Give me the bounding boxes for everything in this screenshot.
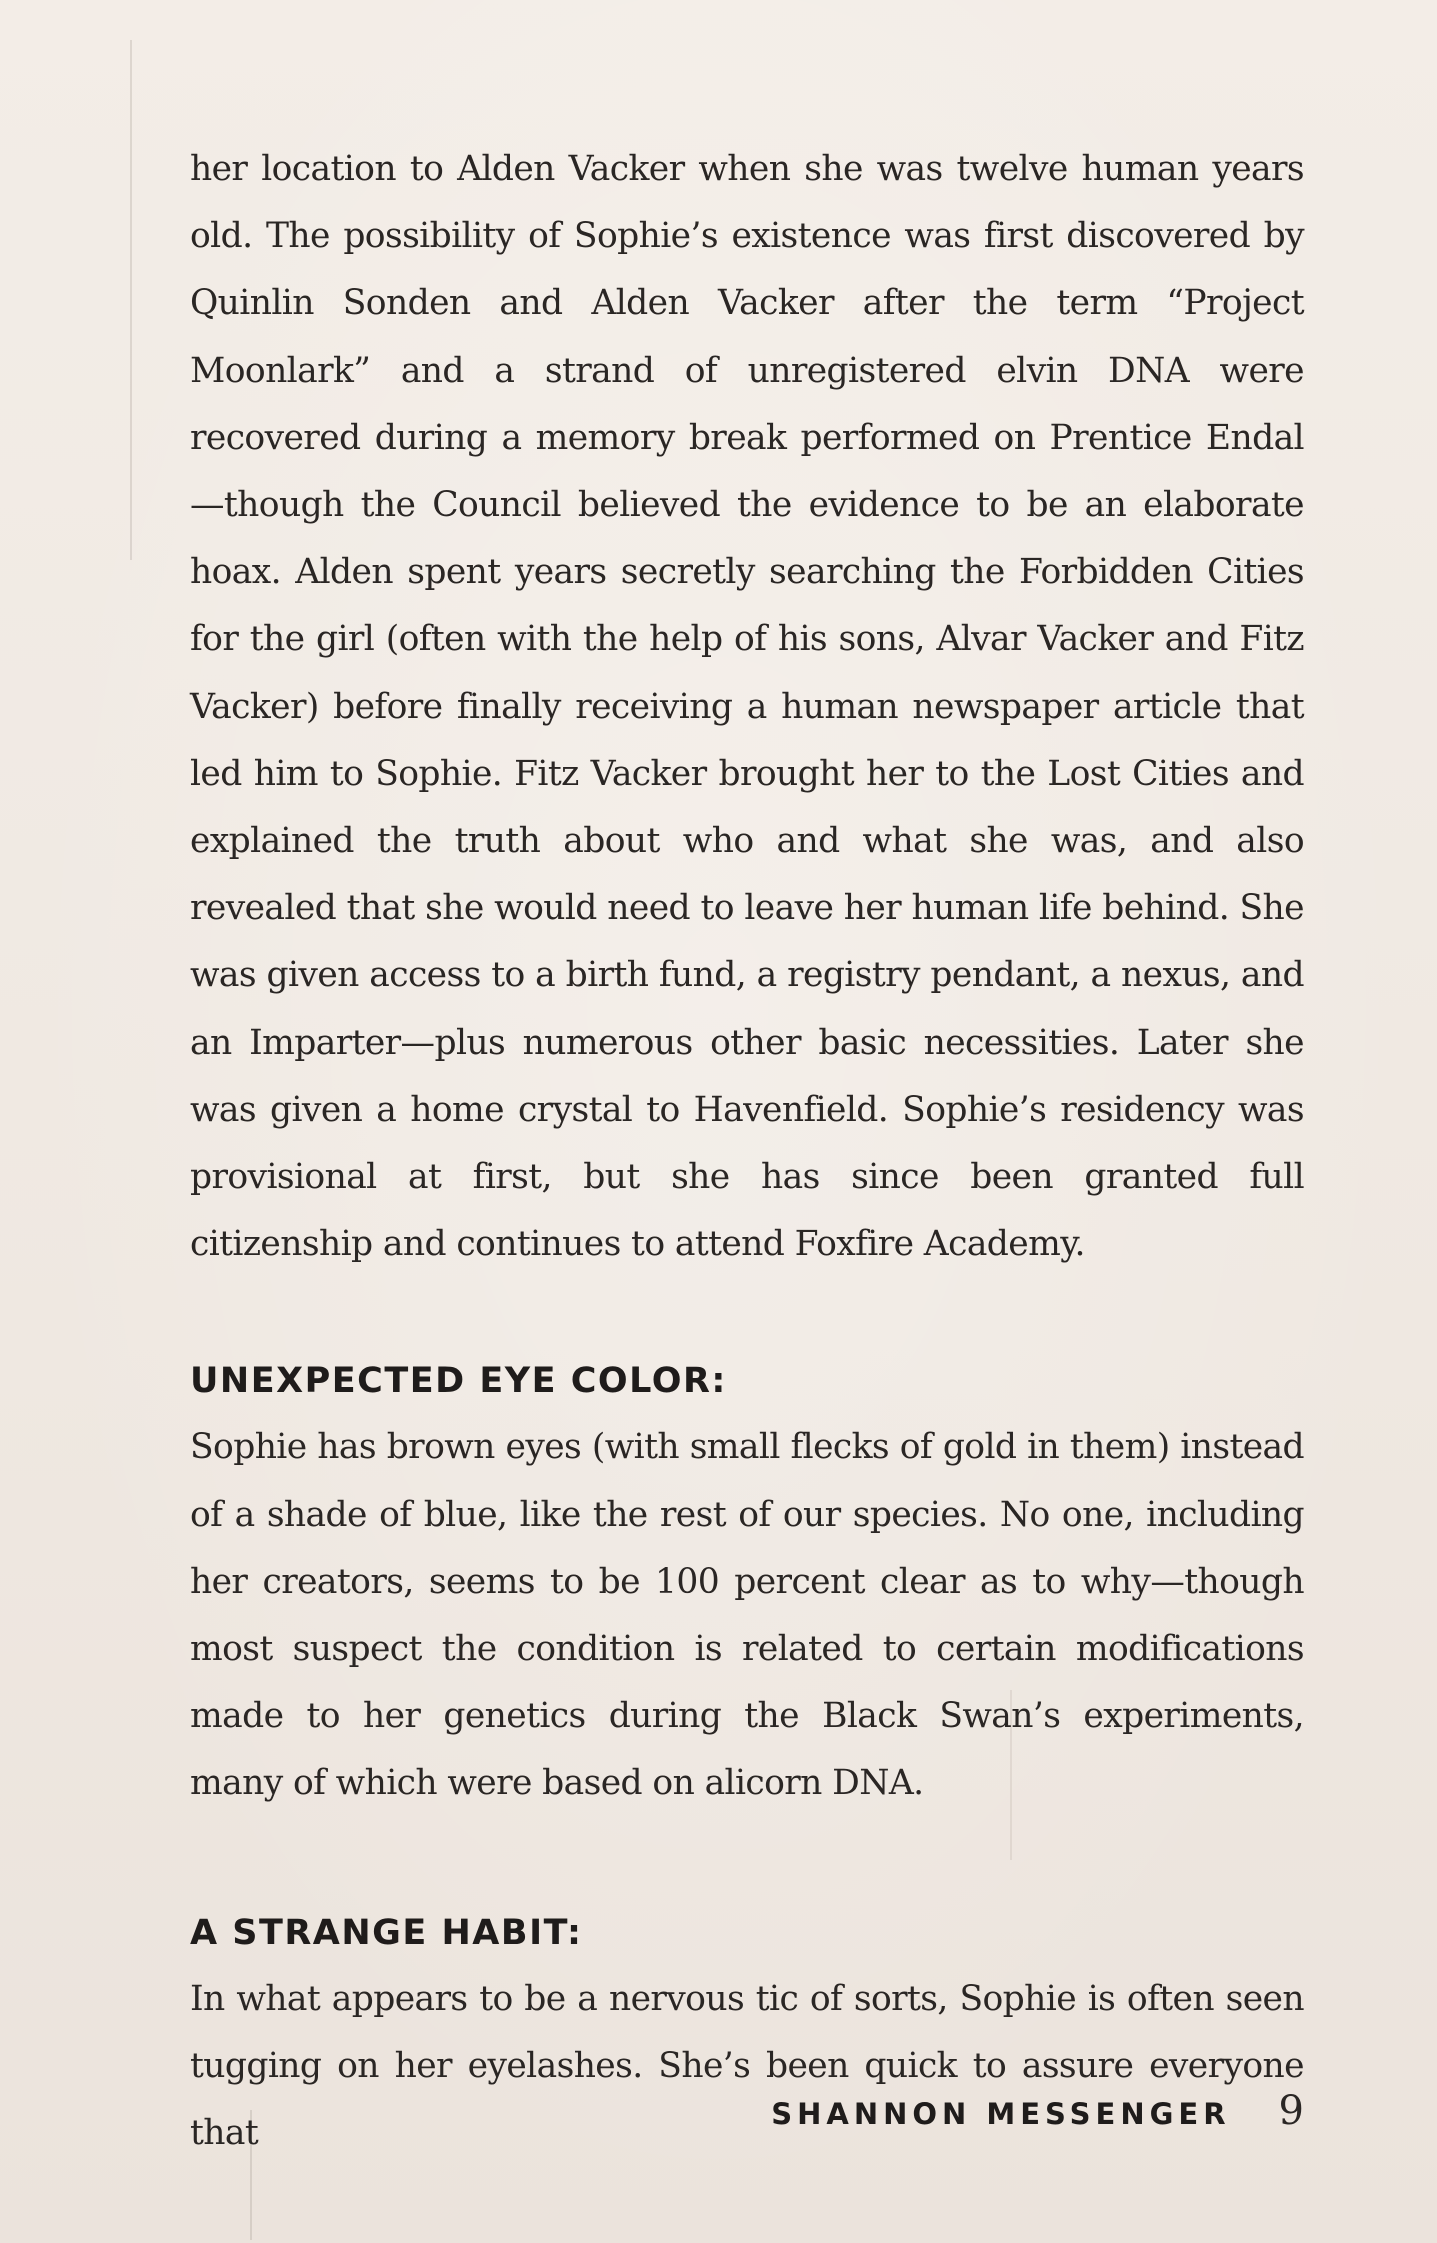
page-footer [771, 2088, 1304, 2134]
section-heading-strange-habit: A STRANGE HABIT: [190, 1912, 583, 1953]
body-paragraph: her location to Alden Vacker when she was twelve human years old. The possibility of Sophie’s existence was first discovered by Quinlin Sonden and Alden Vacker after the term “Project Moonlark” and a strand of unregistered elvin DNA were recovered during a memory break performed on Prentice Endal—though the Council believed the evidence to be an elaborate hoax. Alden spent years secretly searching the Forbidden Cities for the girl (often with the help of his sons, Alvar Vacker and Fitz Vacker) before finally receiving a human newspaper article that led him to Sophie. Fitz Vacker brought her to the Lost Cities and explained the truth about who and what she was, and also revealed that she would need to leave her human life behind. She was given access to a birth fund, a registry pendant, a nexus, and an Imparter—plus numerous other basic necessities. Later she was given a home crystal to Havenfield. Sophie’s residency was provisional at first, but she has since been granted full citizenship and continues to attend Foxfire Academy. [190, 149, 1304, 1265]
page-number: 9 [1278, 2088, 1304, 2134]
running-footer-author: SHANNON MESSENGER [771, 2097, 1231, 2131]
section-text-strange-habit: In what appears to be a nervous tic of sorts, Sophie is often seen tugging on her eyelashes. She’s been quick to assure everyone that [190, 1978, 1304, 2154]
page-body [190, 136, 1304, 2167]
section-text-eye-color: Sophie has brown eyes (with small flecks of gold in them) instead of a shade of blue, like the rest of our species. No one, including her creators, seems to be 100 percent clear as to why—though most suspect the condition is related to certain modifications made to her genetics during the Black Swan’s experiments, many of which were based on alicorn DNA. [190, 1427, 1304, 1804]
scan-artifact [130, 40, 132, 560]
section-heading-eye-color: UNEXPECTED EYE COLOR: [190, 1361, 727, 1402]
